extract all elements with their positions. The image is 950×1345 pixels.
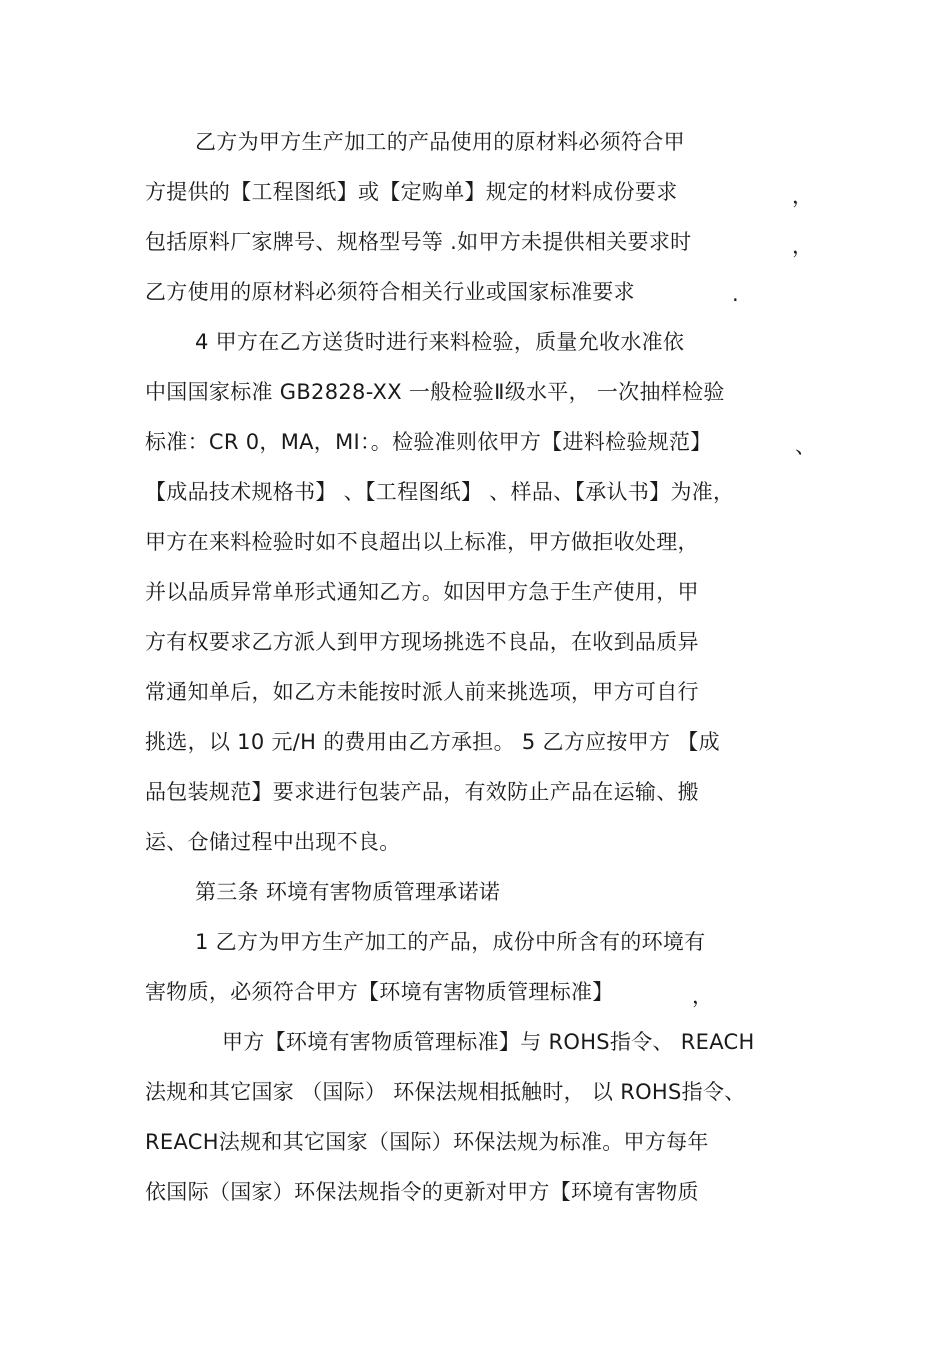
text-line: 依国际（国家）环保法规指令的更新对甲方【环境有害物质 <box>145 1180 699 1204</box>
text-line: 品包装规范】要求进行包装产品，有效防止产品在运输、搬 <box>145 780 699 804</box>
text-line: 害物质，必须符合甲方【环境有害物质管理标准】 <box>145 980 614 1004</box>
trailing-mark: 、 <box>795 434 816 458</box>
text-line: 挑选，以 10 元/H 的费用由乙方承担。 5 乙方应按甲方 【成 <box>145 730 720 754</box>
text-line: REACH法规和其它国家（国际）环保法规为标准。甲方每年 <box>145 1130 709 1154</box>
text-line: 乙方为甲方生产加工的产品使用的原材料必须符合甲 <box>195 130 685 154</box>
text-line: 方提供的【工程图纸】或【定购单】规定的材料成份要求 <box>145 180 678 204</box>
trailing-mark: ， <box>792 184 813 208</box>
text-line: 包括原料厂家牌号、规格型号等 .如甲方未提供相关要求时 <box>145 230 692 254</box>
text-line: 【成品技术规格书】 、【工程图纸】 、样品、【承认书】为准， <box>145 480 735 504</box>
text-line: 法规和其它国家 （国际） 环保法规相抵触时， 以 ROHS指令、 <box>145 1080 746 1104</box>
text-line: 乙方使用的原材料必须符合相关行业或国家标准要求 <box>145 280 635 304</box>
section-heading: 第三条 环境有害物质管理承诺诺 <box>195 880 501 904</box>
trailing-mark: ， <box>792 234 813 258</box>
text-line: 常通知单后，如乙方未能按时派人前来挑选项，甲方可自行 <box>145 680 699 704</box>
text-line: 甲方在来料检验时如不良超出以上标准，甲方做拒收处理， <box>145 530 699 554</box>
trailing-mark: . <box>732 282 739 306</box>
trailing-mark: ， <box>692 984 713 1008</box>
text-line: 4 甲方在乙方送货时进行来料检验，质量允收水准依 <box>195 330 685 354</box>
text-line: 运、仓储过程中出现不良。 <box>145 830 401 854</box>
text-line: 并以品质异常单形式通知乙方。如因甲方急于生产使用，甲 <box>145 580 699 604</box>
text-line: 1 乙方为甲方生产加工的产品，成份中所含有的环境有 <box>195 930 706 954</box>
text-line: 中国国家标准 GB2828-XX 一般检验Ⅱ级水平， 一次抽样检验 <box>145 380 725 404</box>
text-line: 方有权要求乙方派人到甲方现场挑选不良品，在收到品质异 <box>145 630 699 654</box>
text-line: 甲方【环境有害物质管理标准】与 ROHS指令、 REACH <box>222 1030 755 1054</box>
text-line: 标准：CR 0，MA，MI：。检验准则依甲方【进料检验规范】 <box>145 430 712 454</box>
